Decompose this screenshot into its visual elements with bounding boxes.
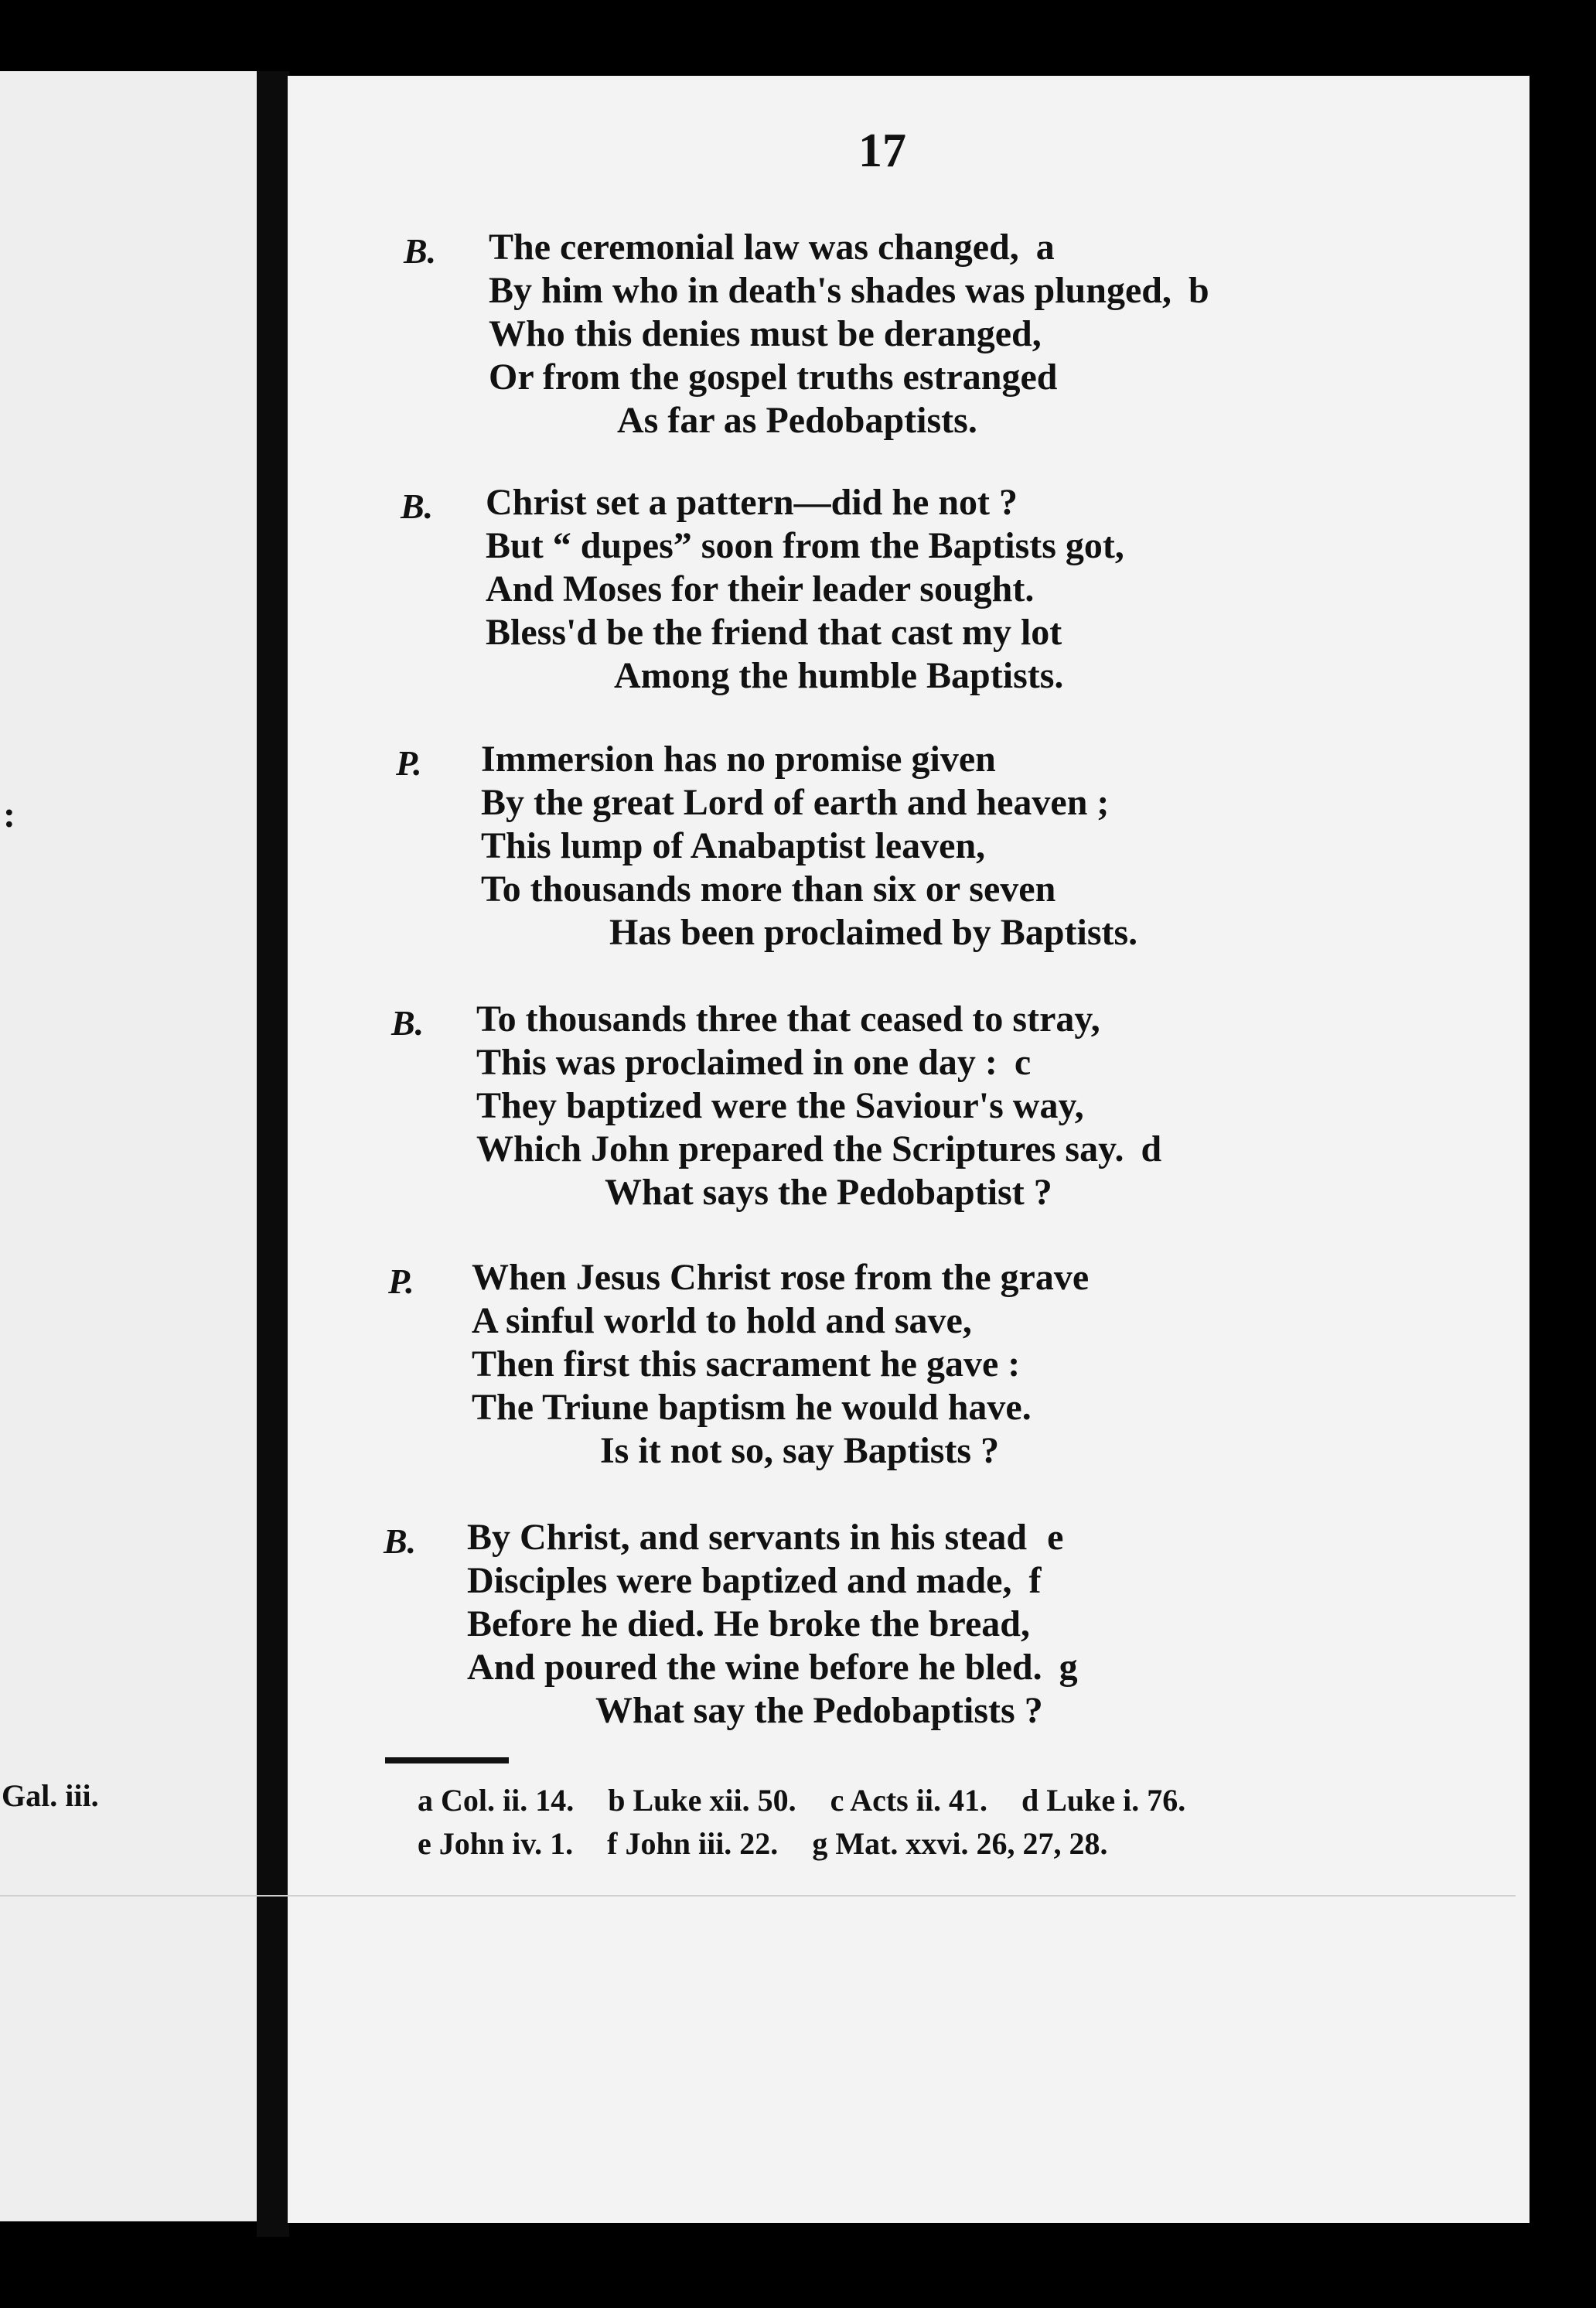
verse-line <box>486 611 1062 654</box>
line-text: Who this denies must be deranged, <box>489 313 1042 354</box>
footnote-d: d Luke i. 76. <box>1021 1783 1186 1818</box>
footnote-marker: d <box>1141 1128 1162 1169</box>
line-text: A sinful world to hold and save, <box>472 1300 972 1341</box>
verse-line <box>467 1516 1063 1559</box>
footnotes <box>418 1779 1212 1866</box>
line-text: To thousands more than six or seven <box>481 869 1056 910</box>
verse-line <box>481 868 1055 910</box>
speaker-label: B. <box>391 1003 425 1043</box>
speaker-label: P. <box>396 743 422 783</box>
verse-line <box>481 781 1109 824</box>
speaker-label: B. <box>384 1521 417 1561</box>
verse-line <box>489 312 1042 355</box>
verse-line <box>481 738 996 780</box>
verse-line <box>472 1299 972 1342</box>
verse-line <box>486 524 1124 567</box>
verse-line <box>472 1343 1020 1385</box>
footnote-marker: c <box>1014 1042 1032 1083</box>
line-text: But “ dupes” soon from the Baptists got, <box>486 525 1124 566</box>
line-text: Has been proclaimed by Baptists. <box>609 912 1138 953</box>
footnote-b: b Luke xii. 50. <box>608 1783 796 1818</box>
line-text: By the great Lord of earth and heaven ; <box>481 782 1110 823</box>
line-text: This lump of Anabaptist leaven, <box>481 825 986 866</box>
verse-line <box>489 356 1058 398</box>
footnote-marker: a <box>1035 227 1055 268</box>
verse-line <box>486 568 1034 610</box>
line-text: The Triune baptism he would have. <box>472 1387 1032 1428</box>
left-page-colon: : <box>3 794 15 835</box>
footnote-marker: e <box>1047 1517 1064 1558</box>
verse-line <box>481 825 985 867</box>
line-text: Then first this sacrament he gave : <box>472 1343 1021 1384</box>
footnote-f: f John iii. 22. <box>607 1826 779 1861</box>
footnote-marker: f <box>1028 1560 1042 1601</box>
speaker-label: B. <box>401 487 434 526</box>
verse-line <box>486 481 1018 524</box>
page-bottom-line <box>0 1895 1516 1897</box>
verse-line <box>472 1386 1032 1429</box>
line-text: They baptized were the Saviour's way, <box>476 1085 1084 1126</box>
refrain-line <box>614 654 1063 697</box>
line-text: Which John prepared the Scriptures say. <box>476 1128 1124 1169</box>
line-text: The ceremonial law was changed, <box>489 227 1019 268</box>
footnote-rule <box>385 1757 509 1763</box>
verse-line <box>467 1603 1030 1645</box>
footnote-marker: b <box>1188 270 1209 311</box>
line-text: And poured the wine before he bled. <box>467 1647 1042 1688</box>
verse-line <box>489 226 1055 268</box>
line-text: As far as Pedobaptists. <box>617 400 977 441</box>
line-text: Immersion has no promise given <box>481 739 996 780</box>
line-text: Before he died. He broke the bread, <box>467 1603 1030 1644</box>
verse-line <box>476 1128 1161 1170</box>
line-text: Or from the gospel truths estranged <box>489 357 1058 398</box>
verse-line <box>476 1084 1084 1127</box>
speaker-label: B. <box>404 231 437 271</box>
line-text: By him who in death's shades was plunged, <box>489 270 1171 311</box>
verse-line <box>472 1256 1089 1299</box>
line-text: When Jesus Christ rose from the grave <box>472 1257 1090 1298</box>
line-text: Christ set a pattern—did he not ? <box>486 482 1018 523</box>
line-text: By Christ, and servants in his stead <box>467 1517 1028 1558</box>
refrain-line <box>600 1429 999 1472</box>
refrain-line <box>605 1171 1052 1214</box>
line-text: And Moses for their leader sought. <box>486 568 1035 609</box>
page-number: 17 <box>858 125 906 177</box>
line-text: Is it not so, say Baptists ? <box>600 1430 1000 1471</box>
left-page-reference: Gal. iii. <box>2 1778 99 1813</box>
line-text: This was proclaimed in one day : <box>476 1042 998 1083</box>
verse-line <box>476 998 1100 1040</box>
footnote-e: e John iv. 1. <box>418 1826 574 1861</box>
speaker-label: P. <box>388 1262 414 1301</box>
footnote-row-2 <box>418 1822 1212 1866</box>
footnote-marker: g <box>1059 1647 1078 1688</box>
verse-line <box>489 269 1209 312</box>
refrain-line <box>609 911 1137 954</box>
line-text: What say the Pedobaptists ? <box>595 1690 1043 1731</box>
refrain-line <box>617 399 977 442</box>
line-text: Bless'd be the friend that cast my lot <box>486 612 1062 653</box>
verse-line <box>476 1041 1031 1084</box>
line-text: Disciples were baptized and made, <box>467 1560 1012 1601</box>
line-text: What says the Pedobaptist ? <box>605 1172 1052 1213</box>
footnote-c: c Acts ii. 41. <box>830 1783 987 1818</box>
footnote-a: a Col. ii. 14. <box>418 1783 575 1818</box>
line-text: Among the humble Baptists. <box>614 655 1064 696</box>
footnote-g: g Mat. xxvi. 26, 27, 28. <box>812 1826 1108 1861</box>
line-text: To thousands three that ceased to stray, <box>476 999 1100 1040</box>
verse-line <box>467 1646 1078 1688</box>
book-spine <box>257 71 289 2237</box>
left-page <box>0 71 263 2221</box>
refrain-line <box>595 1689 1043 1732</box>
verse-line <box>467 1559 1041 1602</box>
footnote-row-1 <box>418 1779 1212 1822</box>
